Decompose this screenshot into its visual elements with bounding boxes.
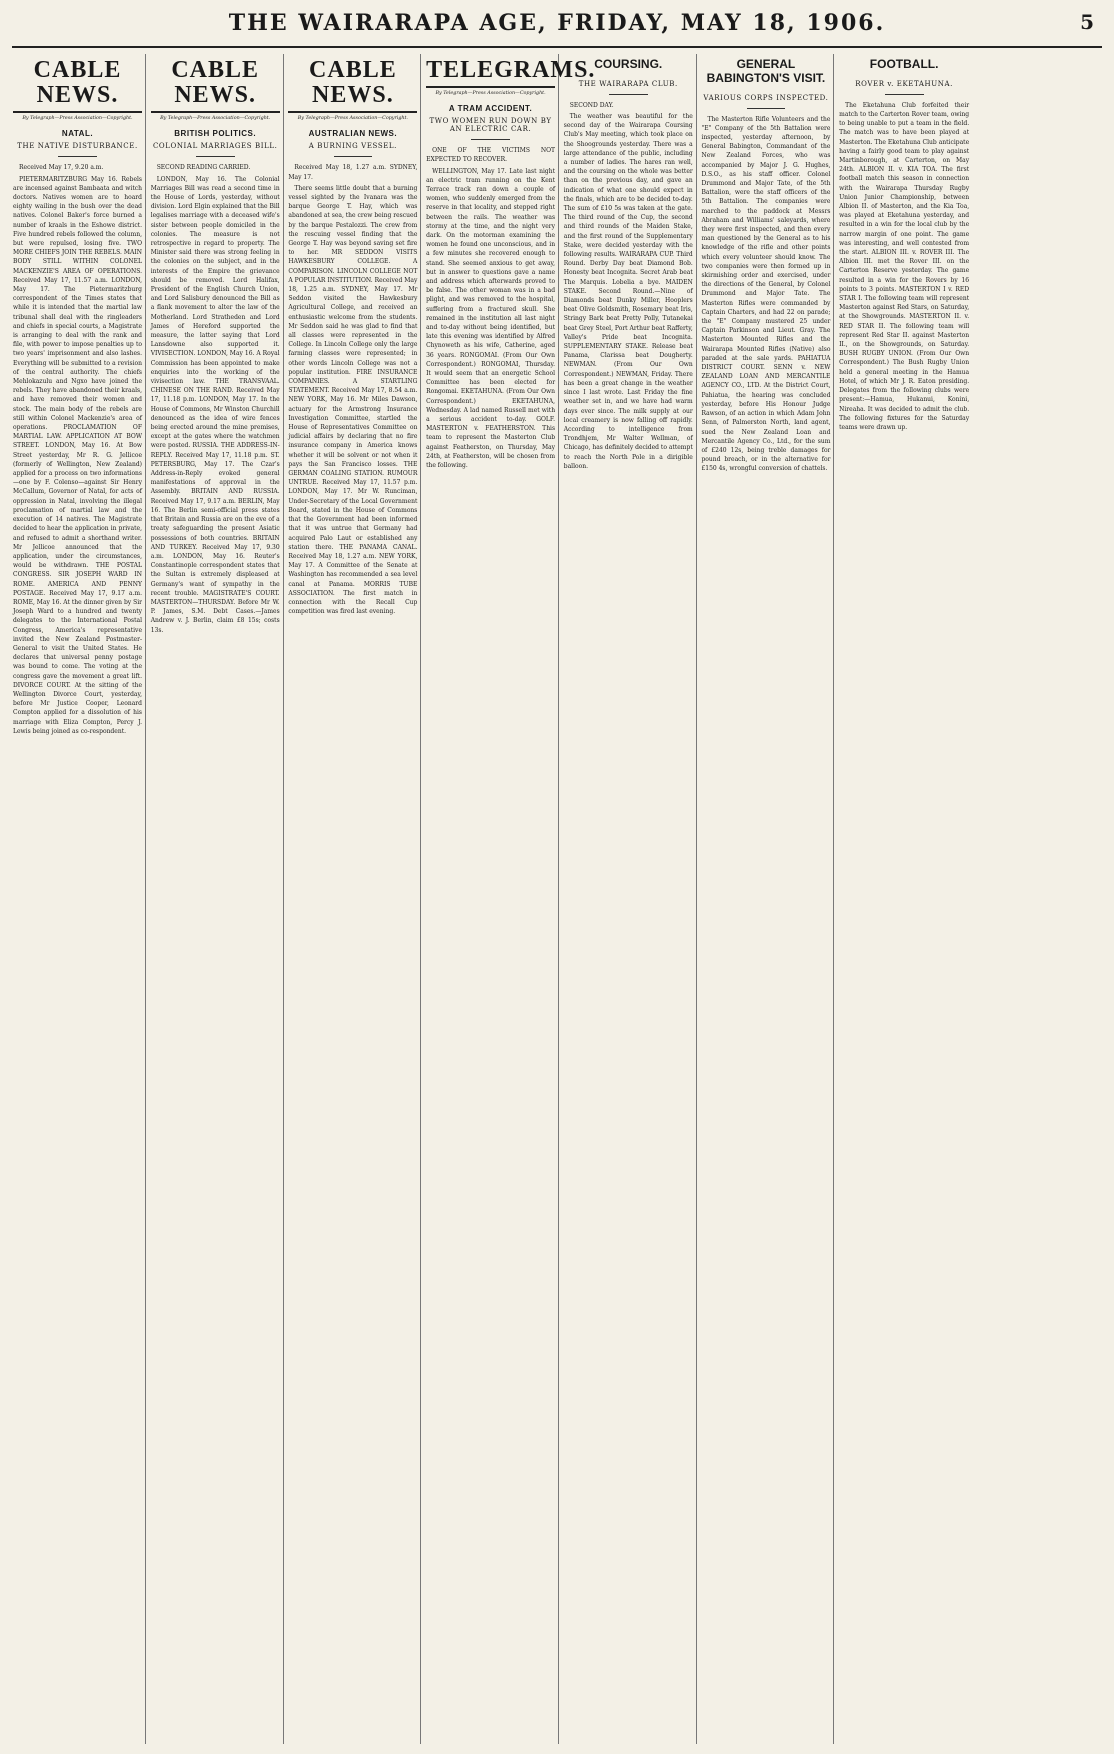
divider (885, 94, 924, 95)
column-5 (561, 54, 697, 1744)
column-1 (10, 54, 146, 1744)
column-heading: GENERAL BABINGTON'S VISIT. (706, 57, 826, 85)
column-3 (285, 54, 421, 1744)
column-heading: COURSING. (594, 57, 663, 71)
article-body: There seems little doubt that a burning vessel sighted by the Ivanara was the barque George T. Hay, which was abandoned at sea, the crew being rescued by the barque Pestalozzi. The crew from the rescuing vessel finding that the George T. Hay was beyond saving set fire to her. MR SEDDON VISITS HAWKESBURY COLLEGE. A COMPARISON. LINCOLN COLLEGE NOT A POPULAR INSTITUTION. Received May 18, 1.25 a.m. SYDNEY, May 17. Mr Seddon visited the Hawkesbury Agricultural College, and received an enthusiastic welcome from the students. Mr Seddon said he was glad to find that all classes were represented in the College. In Lincoln College only the large farming classes were represented; in other words Lincoln College was not a popular institution. FIRE INSURANCE COMPANIES. A STARTLING STATEMENT. Received May 17, 8.54 a.m. NEW YORK, May 16. Mr Miles Dawson, actuary for the Armstrong Insurance Investigation Committee, startled the House of Representatives Committee on judicial affairs by declaring that no fire insurance company in America knows whether it will be solvent or not when it pays the San Francisco losses. THE GERMAN COALING STATION. RUMOUR UNTRUE. Received May 17, 11.57 p.m. LONDON, May 17. Mr W. Runciman, Under-Secretary of the Local Government Board, stated in the House of Commons that the Government had been informed that it was untrue that Germany had acquired Palo Laut or established any station there. THE PANAMA CANAL. Received May 18, 1.27 a.m. NEW YORK, May 17. A Committee of the Senate at Washington has recommended a sea level canal at Panama. MORRIS TUBE ASSOCIATION. The first match in connection with the Recall Cup competition was fired last evening. (288, 184, 418, 616)
newspaper-title: THE WAIRARAPA AGE, FRIDAY, MAY 18, 1906. (228, 10, 886, 36)
article-body: The weather was beautiful for the second day of the Wairarapa Coursing Club's May meeting, which took place on the Shoogrounds yesterday. There was a large attendance of the public, including a number of ladies. The hares ran well, and the coursing on the whole was better than on the previous day, and gave an indication of what one should expect in the finals, which are to be decided to-day. The sum of £10 5s was taken at the gate. The third round of the Cup, the second and third rounds of the Maiden Stake, and the first round of the Supplementary Stake, were decided yesterday with the following results. WAIRARAPA CUP. Third Round. Derby Day beat Diamond Bob. Honesty beat Incognita. Secret Arab beat The Marquis. Lobelia a bye. MAIDEN STAKE. Second Round.—Nine of Diamonds beat Dunky Miller, Hooplers beat Olive Goldsmith, Rosemary beat Iris, Stringy Bark beat Pretty Polly, Tutanekai beat Grey Steel, Port Arthur beat Rafferty, Valley's Pride beat Incognita. SUPPLEMENTARY STAKE. Release beat Panama, Clarissa beat Dougherty. NEWMAN. (From Our Own Correspondent.) NEWMAN, Friday. There has been a great change in the weather since I last wrote. Last Friday the fine weather set in, and we have had warm days ever since. The milk supply at our local creamery is now falling off rapidly. According to intelligence from Trondhjem, Mr Walter Wellman, of Chicago, has definitely decided to attempt to reach the North Pole in a dirigible balloon. (563, 113, 693, 470)
byline: By Telegraph—Press Association—Copyright. (297, 116, 408, 122)
divider (471, 139, 510, 140)
divider (609, 94, 648, 95)
section-heading: NATAL. (61, 129, 94, 139)
byline: By Telegraph—Press Association—Copyright. (22, 116, 133, 122)
divider (58, 156, 97, 157)
divider (334, 156, 373, 157)
section-heading: A TRAM ACCIDENT. (448, 104, 533, 114)
divider (747, 108, 786, 109)
sub-heading: A BURNING VESSEL. (308, 142, 397, 151)
column-heading: CABLE NEWS. (13, 58, 142, 113)
sub-heading: VARIOUS CORPS INSPECTED. (703, 93, 829, 102)
column-7 (836, 54, 972, 1744)
page-number: 5 (1080, 10, 1094, 34)
article-body: The Eketahuna Club forfeited their match to the Carterton Rover team, owing to being unable to put a team in the field. The match was to have been played at Masterton. The Eketahuna Club anticipate having a fairly good team to play against Martinborough, at Carterton, on May 24th. ALBION II. v. KIA TOA. The first football match this season in connection with the Wairarapa Thursday Rugby Union Junior Championship, between Albion II. of Masterton, and the Kia Toa, was played at Eketahuna yesterday, and resulted in a win for the local club by the narrow margin of one point. The game was interesting, and well contested from the start. ALBION III. v. ROVER III. The Albion III. met the Rover III. on the Carterton Reserve yesterday. The game resulted in a win for the Rovers by 16 points to 3 points. MASTERTON I v. RED STAR I. The following team will represent Masterton against Red Stars, on Saturday, at the Showgrounds. MASTERTON II. v. RED STAR II. The following team will represent Red Star II. against Masterton II., on the Showgrounds, on Saturday. BUSH RUGBY UNION. (From Our Own Correspondent.) The Bush Rugby Union held a general meeting in the Hamua Hotel, of which Mr J. R. Eaton presiding. Delegates from the following clubs were present:—Hamua, Hukanui, Konini, Nireaha. It was decided to admit the club. The following fixtures for the Saturday teams were drawn up. (839, 101, 970, 431)
byline: By Telegraph—Press Association—Copyright. (435, 91, 546, 97)
dateline: SECOND DAY. (569, 101, 614, 109)
article-body: PIETERMARITZBURG May 16. Rebels are incensed against Bambaata and witch doctors. Natives women are to hoard eighty wailing in the bush over the dead natives. Colonel Baker's force burned a number of kraals in the Eshowe district. Five hundred rebels followed the column, but were repulsed, losing five. TWO MORE CHIEFS JOIN THE REBELS. MAIN BODY STILL WITHIN COLONEL MACKENZIE'S AREA OF OPERATIONS. Received May 17, 11.57 a.m. LONDON, May 17. The Pietermaritzburg correspondent of the Times states that while it is intended that the martial law tribunal shall deal with the ringleaders and chiefs in special courts, a Magistrate is arranging to deal with the rank and file, with power to impose penalties up to two years' imprisonment and also lashes. Everything will be submitted to a revision of the central authority. The chiefs Mehlokazulu and Ngxo have joined the rebels. They have abandoned their kraals, and have removed their women and stock. The main body of the rebels are still within Colonel Mackenzie's area of operations. PROCLAMATION OF MARTIAL LAW. APPLICATION AT BOW STREET. LONDON, May 16. At Bow Street yesterday, Mr R. G. Jellicoe (formerly of Wellington, New Zealand) applied for a process on two informations—one by F. Colenso—against Sir Henry McCallum, Governor of Natal, for acts of oppression in Natal, involving the illegal proclamation of martial law and the execution of 14 natives. The Magistrate decided to hear the application in private, and refused to admit a shorthand writer. Mr Jellicoe announced that the application, under the circumstances, would be withdrawn. THE POSTAL CONGRESS. SIR JOSEPH WARD IN ROME. AMERICA AND PENNY POSTAGE. Received May 17, 9.17 a.m. ROME, May 16. At the dinner given by Sir Joseph Ward to a hundred and twenty delegates to the International Postal Congress, America's representative invited the New Zealand Postmaster-General to visit the United States. He declares that universal penny postage was bound to come. The voting at the congress gave the movement a great lift. DIVORCE COURT. At the sitting of the Wellington Divorce Court, yesterday, before Mr Justice Cooper, Leonard Compton applied for a dissolution of his marriage with Eliza Compton, Percy J. Lewis being joined as co-respondent. (13, 175, 142, 735)
article-body: WELLINGTON, May 17. Late last night an electric tram running on the Kent Terrace track ran down a couple of women, who suddenly emerged from the reserve in that locality, and stepped right between the rails. The weather was stormy at the time, and the night very dark. On the motorman examining the women he found one unconscious, and in a few minutes she recovered enough to stand. She seemed anxious to get away, but in answer to questions gave a name and address which afterwards proved to be false. The other woman was in a bad plight, and was removed to the hospital, suffering from a fractured skull. She remained in the institution all last night and to-day without being identified, but late this evening was identified by Alfred Chynoweth as his wife, Catherine, aged 36 years. RONGOMAI. (From Our Own Correspondent.) RONGOMAI, Thursday. It would seem that an energetic School Committee has been elected for Rongomai. EKETAHUNA. (From Our Own Correspondent.) EKETAHUNA, Wednesday. A lad named Russell met with a serious accident to-day. GOLF. MASTERTON v. FEATHERSTON. This team to represent the Masterton Club against Featherston, on Thursday, May 24th, at Featherston, will be chosen from the following. (426, 167, 556, 470)
dateline: Received May 17, 9.20 a.m. (19, 164, 104, 172)
sub-heading: THE NATIVE DISTURBANCE. (17, 142, 138, 151)
dateline: SECOND READING CARRIED. (156, 164, 251, 172)
masthead (12, 6, 1102, 48)
dateline: ONE OF THE VICTIMS NOT EXPECTED TO RECOVER. (426, 147, 556, 164)
byline: By Telegraph—Press Association—Copyright. (160, 116, 271, 122)
sub-heading: THE WAIRARAPA CLUB. (578, 79, 678, 88)
column-heading: TELEGRAMS. (426, 58, 555, 88)
sub-heading: TWO WOMEN RUN DOWN BY AN ELECTRIC CAR. (429, 117, 552, 134)
column-2 (148, 54, 284, 1744)
columns (10, 54, 1104, 1744)
section-heading: BRITISH POLITICS. (174, 129, 257, 139)
dateline: Received May 18, 1.27 a.m. SYDNEY, May 17. (288, 164, 418, 181)
divider (196, 156, 235, 157)
article-body: The Masterton Rifle Volunteers and the "E" Company of the 5th Battalion were inspected, yesterday afternoon, by General Babington, Commandant of the New Zealand Forces, who was accompanied by Major J. G. Hughes, D.S.O., as his staff officer. Colonel Drummond and Major Tate, of the 5th Battalion, were the staff officers of the 5th Battalion. The companies were marched to the paddock at Messrs Abraham and Williams' saleyards, where they were first inspected, and then every man questioned by the General as to his knowledge of the rifle and other points which every volunteer should know. The two companies were then formed up in skirmishing order and exercised, under the directions of the General, by Colonel Drummond and Major Tate. The Masterton Rifles were commanded by Captain Charters, and had 22 on parade; the "E" Company mustered 25 under Captain Parkinson and Lieut. Gray. The Masterton Mounted Rifles and the Wairarapa Mounted Rifles (Native) also paraded at the sale yards. PAHIATUA DISTRICT COURT. SENN v. NEW ZEALAND LOAN AND MERCANTILE AGENCY CO., LTD. At the District Court, Pahiatua, the hearing was concluded yesterday, before His Honour Judge Rawson, of an action in which Adam John Senn, of Palmerston North, land agent, sued the New Zealand Loan and Mercantile Agency Co., Ltd., for the sum of £240 12s, being treble damages for pound breach, or in the alternative for £150 4s, wrongful conversion of chattels. (701, 115, 831, 473)
column-heading: FOOTBALL. (869, 57, 939, 71)
article-body: LONDON, May 16. The Colonial Marriages Bill was read a second time in the House of Lords, yesterday, without division. Lord Elgin explained that the Bill legalises marriage with a deceased wife's sister between people domiciled in the colonies. The measure is not retrospective in regard to property. The Minister said there was strong feeling in the colonies on the subject, and in the interests of the Empire the grievance should be removed. Lord Halifax, President of the English Church Union, and Lord Salisbury denounced the Bill as a flank movement to alter the law of the Motherland. Lord Stratheden and Lord James of Hereford supported the measure, the latter saying that Lord Lansdowne also supported it. VIVISECTION. LONDON, May 16. A Royal Commission has been appointed to make enquiries into the working of the vivisection law. THE TRANSVAAL. CHINESE ON THE RAND. Received May 17, 11.18 p.m. LONDON, May 17. In the House of Commons, Mr Winston Churchill denounced as the idea of wire fences being erected around the mine premises, except at the gates where the watchmen were posted. RUSSIA. THE ADDRESS-IN-REPLY. Received May 17, 11.18 p.m. ST. PETERSBURG, May 17. The Czar's Address-in-Reply evoked general manifestations of approval in the Assembly. BRITAIN AND RUSSIA. Received May 17, 9.17 a.m. BERLIN, May 16. The Berlin semi-official press states that Britain and Russia are on the eve of a treaty safeguarding the present Asiatic possessions of both countries. BRITAIN AND TURKEY. Received May 17, 9.30 a.m. LONDON, May 16. Reuter's Constantinople correspondent states that the Sultan is extremely displeased at Germany's want of sympathy in the recent trouble. MAGISTRATE'S COURT. MASTERTON—THURSDAY. Before Mr W. P. James, S.M. Debt Cases.—James Andrew v. J. Berlin, claim £8 15s; costs 13s. (150, 175, 280, 634)
section-heading: AUSTRALIAN NEWS. (308, 129, 398, 139)
sub-heading: ROVER v. EKETAHUNA. (855, 79, 953, 88)
sub-heading: COLONIAL MARRIAGES BILL. (152, 142, 278, 151)
column-6 (698, 54, 834, 1744)
column-heading: CABLE NEWS. (151, 58, 280, 113)
column-heading: CABLE NEWS. (288, 58, 417, 113)
